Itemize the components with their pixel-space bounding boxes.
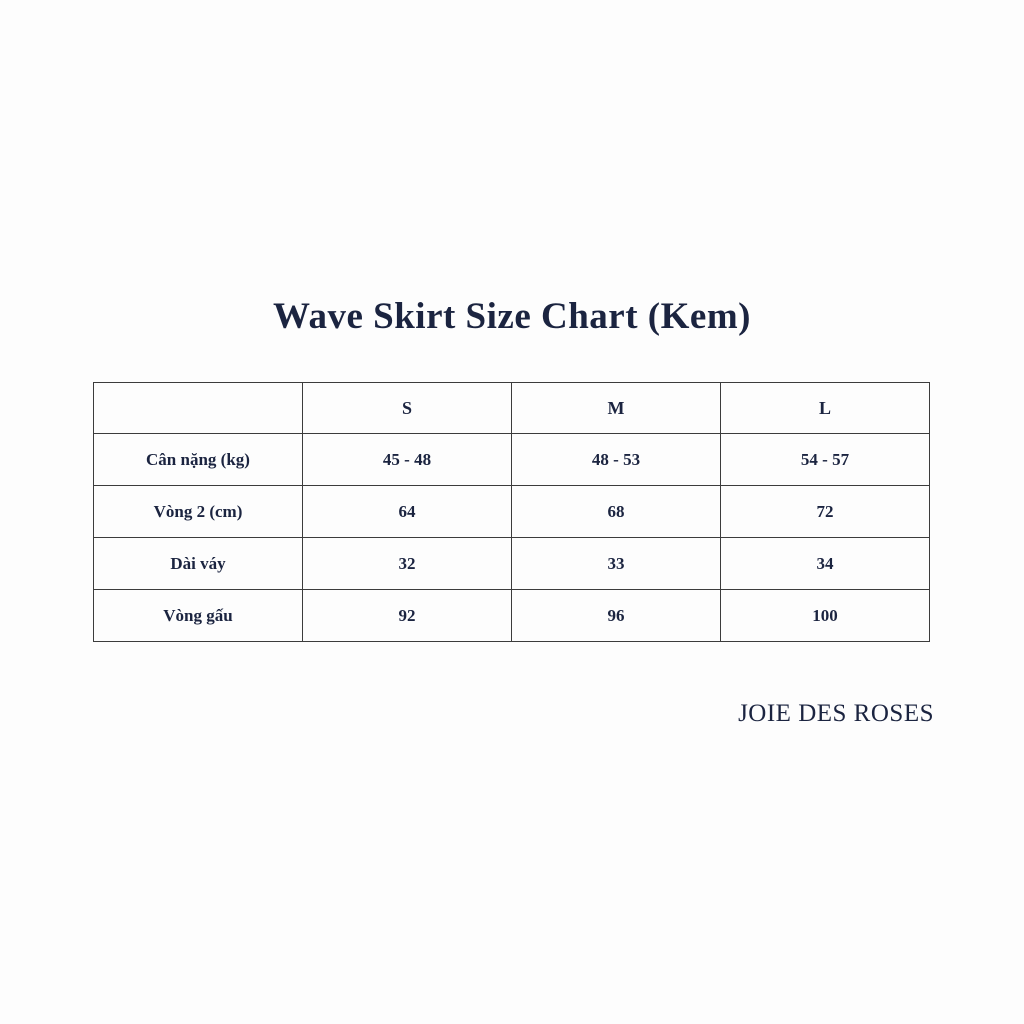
- row-label-waist: Vòng 2 (cm): [94, 486, 303, 538]
- table-cell-length-s: 32: [303, 538, 512, 590]
- table-row-weight: [94, 434, 930, 486]
- table-cell-length-m: 33: [512, 538, 721, 590]
- header-cell-blank: [94, 383, 303, 434]
- table-cell-hem-m: 96: [512, 590, 721, 642]
- row-label-skirt-length: Dài váy: [94, 538, 303, 590]
- brand-text: JOIE DES ROSES: [738, 700, 934, 727]
- row-label-hem: Vòng gấu: [94, 590, 303, 642]
- table-row-waist: [94, 486, 930, 538]
- table-cell-waist-m: 68: [512, 486, 721, 538]
- row-label-weight: Cân nặng (kg): [94, 434, 303, 486]
- table-row-hem: [94, 590, 930, 642]
- table-cell-hem-l: 100: [721, 590, 930, 642]
- table-cell-waist-s: 64: [303, 486, 512, 538]
- table-cell-weight-m: 48 - 53: [512, 434, 721, 486]
- table-cell-waist-l: 72: [721, 486, 930, 538]
- table-cell-hem-s: 92: [303, 590, 512, 642]
- table-row-skirt-length: [94, 538, 930, 590]
- table-cell-weight-l: 54 - 57: [721, 434, 930, 486]
- header-cell-size-s: S: [303, 383, 512, 434]
- page-title: Wave Skirt Size Chart (Kem): [273, 296, 751, 337]
- size-chart-table: [93, 382, 930, 642]
- table-cell-weight-s: 45 - 48: [303, 434, 512, 486]
- table-header-row: [94, 383, 930, 434]
- header-cell-size-l: L: [721, 383, 930, 434]
- header-cell-size-m: M: [512, 383, 721, 434]
- table-cell-length-l: 34: [721, 538, 930, 590]
